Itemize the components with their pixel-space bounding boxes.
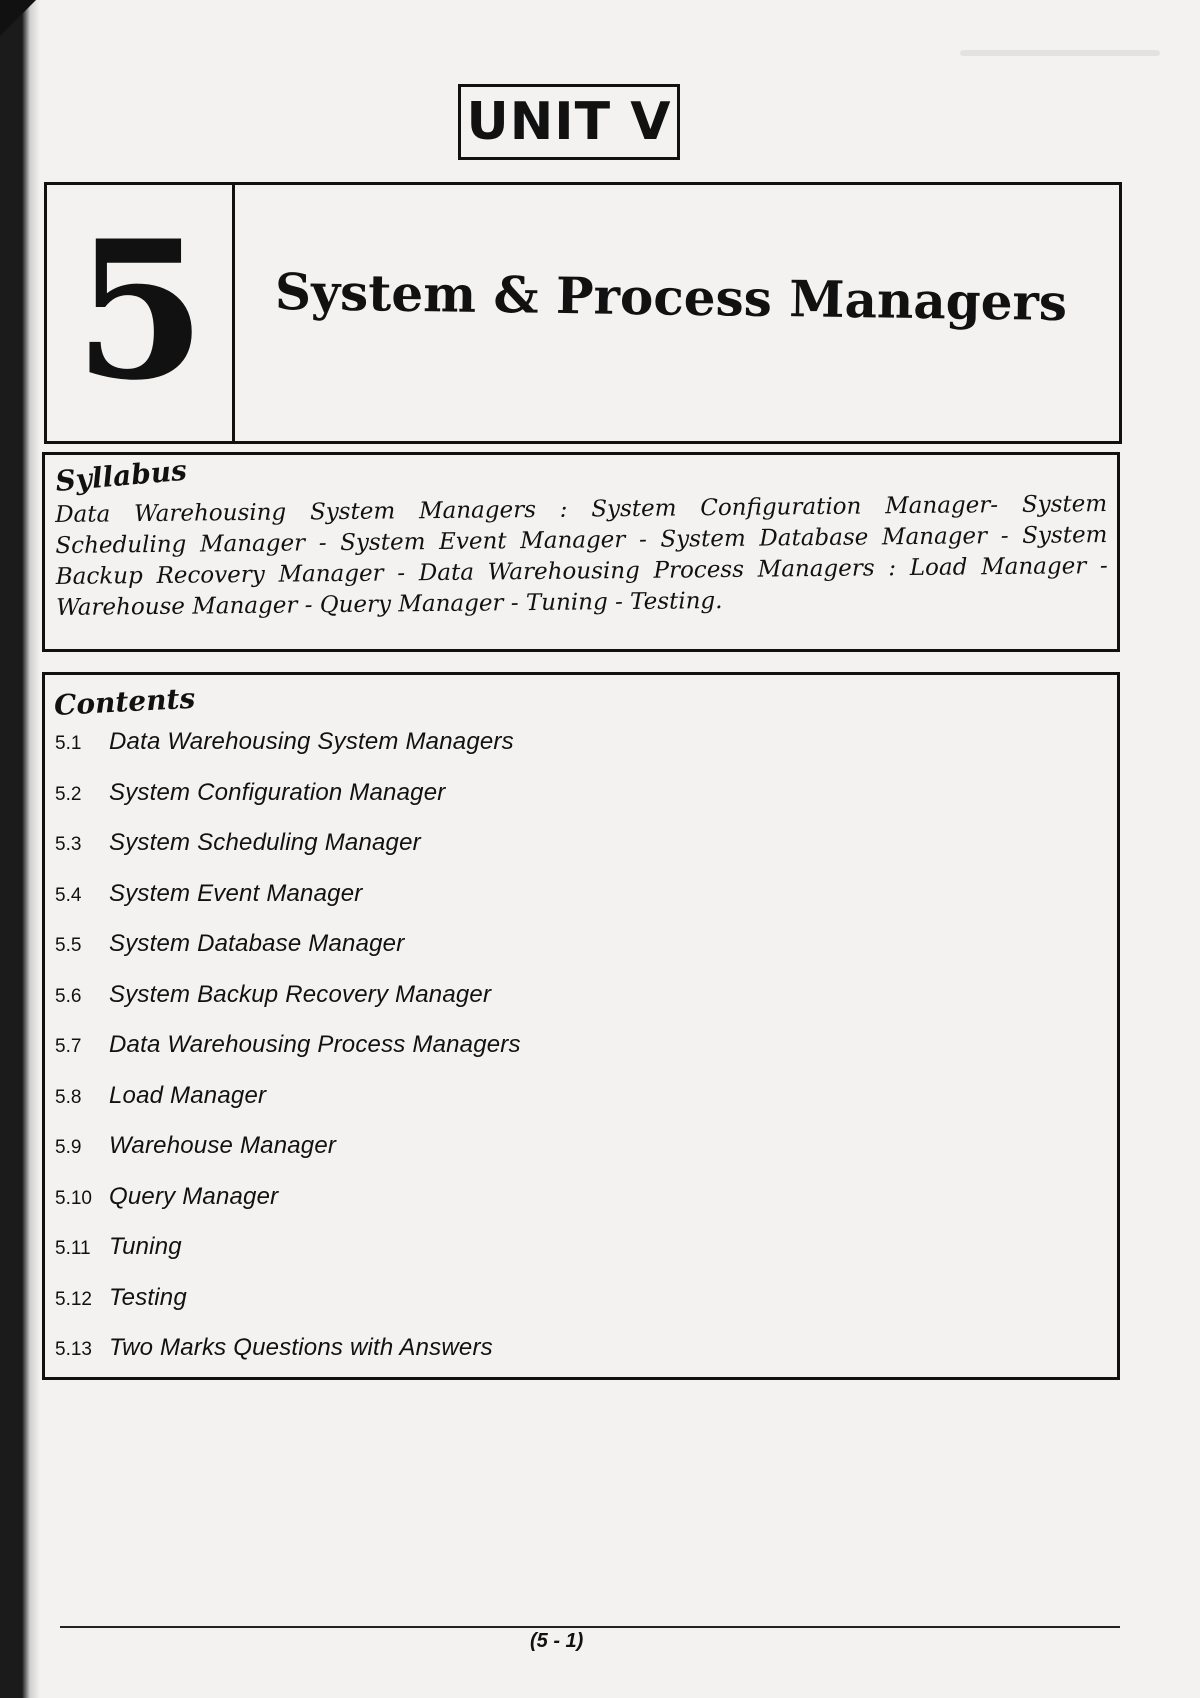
contents-item-label: Load Manager bbox=[109, 1081, 267, 1109]
contents-item bbox=[55, 829, 1107, 880]
contents-item-number: 5.2 bbox=[55, 783, 82, 805]
contents-item-label: System Backup Recovery Manager bbox=[109, 980, 492, 1008]
contents-item bbox=[55, 1284, 1107, 1335]
contents-item-number: 5.8 bbox=[55, 1086, 82, 1108]
contents-item-label: System Scheduling Manager bbox=[109, 829, 421, 856]
contents-item bbox=[55, 1233, 1107, 1284]
contents-item-number: 5.7 bbox=[55, 1036, 82, 1057]
contents-item-number: 5.1 bbox=[55, 733, 82, 754]
contents-item bbox=[55, 1183, 1107, 1234]
contents-item bbox=[55, 981, 1107, 1032]
contents-item-label: Query Manager bbox=[109, 1182, 279, 1210]
contents-item-label: System Event Manager bbox=[109, 879, 363, 907]
contents-item-label: System Database Manager bbox=[109, 930, 405, 957]
chapter-number: 5 bbox=[73, 198, 207, 422]
contents-item-number: 5.12 bbox=[55, 1288, 92, 1310]
syllabus-heading: Syllabus bbox=[54, 453, 189, 498]
contents-item-label: Testing bbox=[109, 1283, 187, 1311]
contents-box bbox=[42, 672, 1120, 1380]
chapter-header-divider bbox=[232, 182, 235, 444]
contents-item-number: 5.10 bbox=[55, 1187, 92, 1209]
contents-item-number: 5.4 bbox=[55, 884, 82, 906]
page-number: (5 - 1) bbox=[530, 1630, 584, 1652]
contents-item-number: 5.11 bbox=[55, 1238, 91, 1259]
chapter-title: System & Process Managers bbox=[274, 262, 1068, 333]
bleed-through-mark bbox=[960, 50, 1160, 56]
contents-item-label: Tuning bbox=[109, 1233, 182, 1260]
contents-heading: Contents bbox=[53, 681, 196, 722]
contents-item-number: 5.3 bbox=[55, 834, 82, 855]
contents-item bbox=[55, 1334, 1107, 1385]
page-binding-shadow bbox=[0, 0, 40, 1698]
contents-item bbox=[55, 1132, 1107, 1183]
contents-item-label: Two Marks Questions with Answers bbox=[109, 1334, 493, 1361]
contents-item-label: System Configuration Manager bbox=[109, 778, 446, 806]
contents-item-number: 5.5 bbox=[55, 935, 82, 956]
contents-item-label: Data Warehousing System Managers bbox=[109, 728, 514, 755]
contents-item-number: 5.13 bbox=[55, 1339, 92, 1360]
contents-item-label: Data Warehousing Process Managers bbox=[109, 1031, 521, 1058]
contents-item bbox=[55, 728, 1107, 779]
contents-list bbox=[55, 728, 1107, 1385]
contents-item bbox=[55, 1082, 1107, 1133]
page-corner bbox=[0, 0, 36, 36]
contents-item-number: 5.6 bbox=[55, 985, 82, 1007]
contents-item bbox=[55, 930, 1107, 981]
unit-label: UNIT V bbox=[458, 84, 680, 160]
syllabus-text: Data Warehousing System Managers : System Configuration Manager- System Scheduling Manager - System Event Manager - System Database Manager - System Backup Recovery Manager - Data Warehousing Process Managers : Load Manager - Warehouse Manager - Query Manager - Tuning - Testing. bbox=[55, 490, 1108, 621]
contents-item-number: 5.9 bbox=[55, 1137, 82, 1158]
contents-item-label: Warehouse Manager bbox=[109, 1132, 337, 1159]
footer-rule bbox=[60, 1626, 1120, 1628]
contents-item bbox=[55, 779, 1107, 830]
contents-item bbox=[55, 1031, 1107, 1082]
syllabus-box bbox=[42, 452, 1120, 652]
contents-item bbox=[55, 880, 1107, 931]
